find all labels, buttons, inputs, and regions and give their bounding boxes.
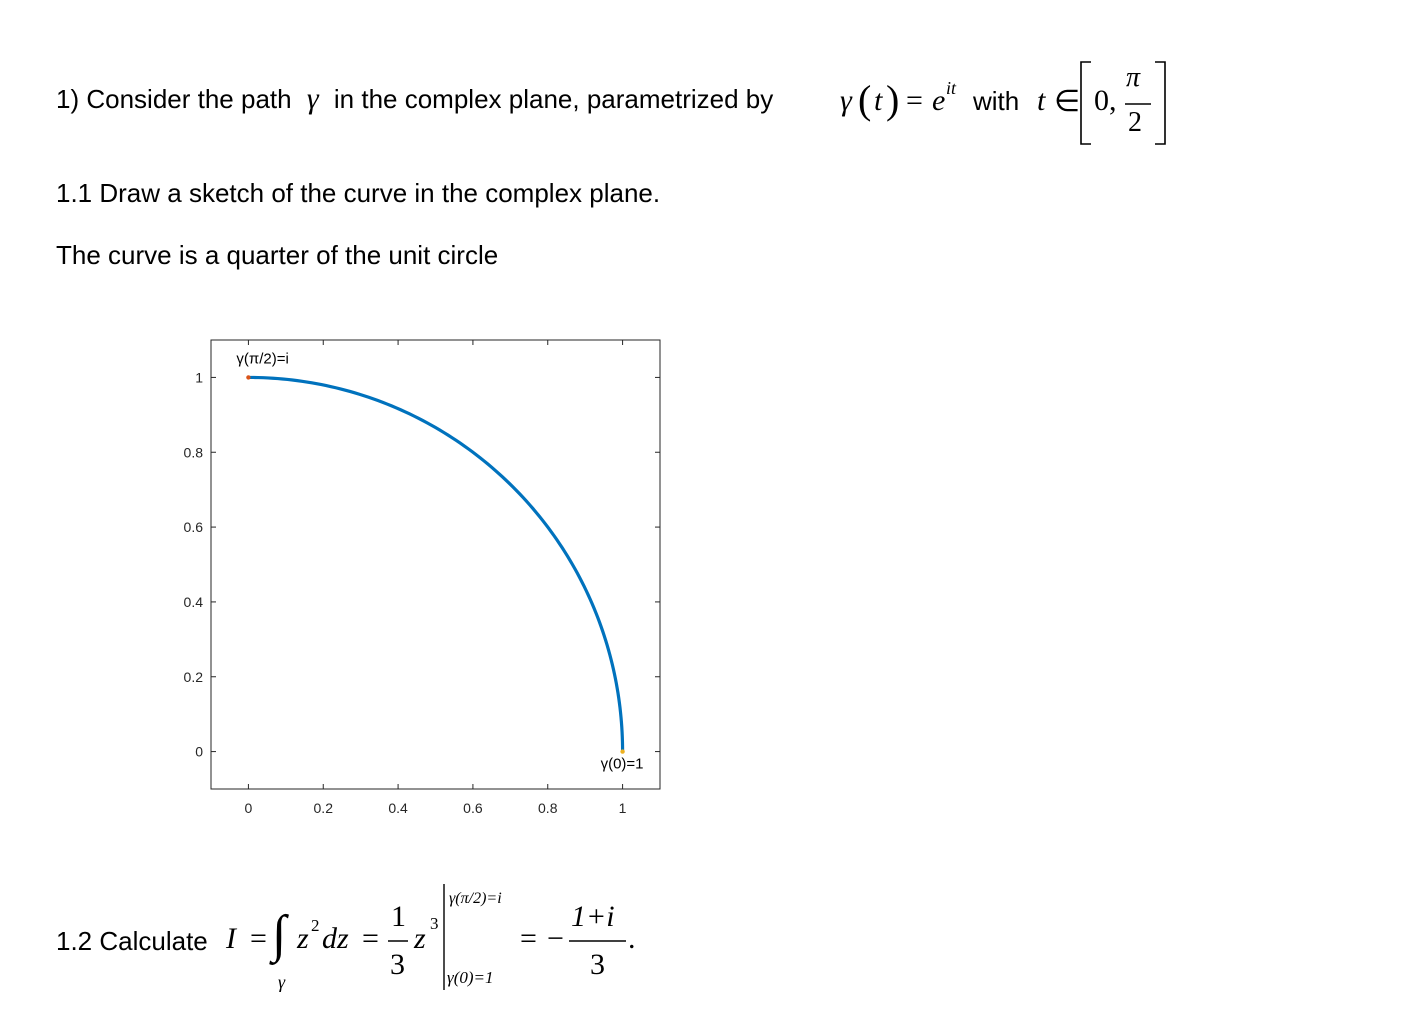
- result-numerator: 1+i: [571, 900, 615, 933]
- y-tick-label: 0: [195, 743, 203, 760]
- exp-power: it: [946, 78, 957, 98]
- x-tick-label: 0.2: [313, 800, 333, 816]
- integral-sign: ∫: [272, 906, 287, 963]
- exp-base: e: [932, 84, 946, 117]
- x-tick-label: 0.6: [463, 800, 483, 816]
- t-variable: t: [1037, 84, 1046, 117]
- integral-I: I: [226, 922, 236, 955]
- eq-sign-3: =: [520, 922, 537, 955]
- y-tick-label: 1: [195, 369, 203, 386]
- y-tick-label: 0.4: [183, 593, 203, 610]
- fraction-numerator: 1: [391, 900, 406, 933]
- paren-close: ): [886, 77, 900, 122]
- integral-path: γ: [278, 972, 286, 992]
- integrand-z: z: [297, 922, 309, 955]
- equals-sign: =: [906, 84, 923, 117]
- endpoint-marker: [620, 749, 624, 753]
- gamma-symbol: γ: [840, 84, 852, 117]
- result-period: .: [628, 922, 636, 955]
- upper-limit: γ(π/2)=i: [449, 890, 502, 907]
- part-1-1-heading: 1.1 Draw a sketch of the curve in the complex plane.: [56, 178, 661, 208]
- intro-prefix: 1) Consider the path: [56, 84, 292, 114]
- antiderivative-z: z: [414, 922, 426, 955]
- y-tick-label: 0.2: [183, 668, 203, 685]
- x-tick-label: 1: [618, 800, 627, 816]
- gamma-symbol: γ: [306, 82, 319, 115]
- interval-pi: π: [1126, 62, 1141, 93]
- integrand-power: 2: [311, 916, 320, 935]
- x-tick-label: 0.4: [388, 800, 408, 816]
- lower-limit: γ(0)=1: [447, 968, 494, 987]
- interval-start: 0,: [1094, 84, 1117, 117]
- x-tick-label: 0.8: [538, 800, 558, 816]
- plot-frame: [211, 340, 660, 789]
- part-1-1-answer: The curve is a quarter of the unit circle: [56, 240, 499, 270]
- endpoint-marker: [246, 375, 250, 379]
- eq-sign-2: =: [362, 922, 379, 955]
- interval-two: 2: [1128, 107, 1142, 138]
- differential-dz: dz: [322, 922, 349, 955]
- eq-sign-1: =: [250, 922, 267, 955]
- fraction-denominator: 3: [390, 948, 405, 981]
- endpoint-label: γ(π/2)=i: [236, 350, 289, 368]
- y-tick-label: 0.8: [183, 444, 203, 461]
- paren-open: (: [858, 77, 872, 122]
- endpoint-label: γ(0)=1: [600, 755, 644, 773]
- antiderivative-power: 3: [430, 914, 439, 933]
- part-1-2-label: 1.2 Calculate: [56, 926, 208, 956]
- x-tick-label: 0: [244, 800, 253, 816]
- intro-mid: in the complex plane, parametrized by: [333, 84, 774, 114]
- with-word: with: [973, 86, 1020, 116]
- result-denominator: 3: [590, 948, 605, 981]
- y-tick-label: 0.6: [183, 519, 203, 536]
- t-variable: t: [874, 84, 883, 117]
- element-of: ∈: [1054, 85, 1081, 118]
- result-minus: −: [547, 922, 564, 955]
